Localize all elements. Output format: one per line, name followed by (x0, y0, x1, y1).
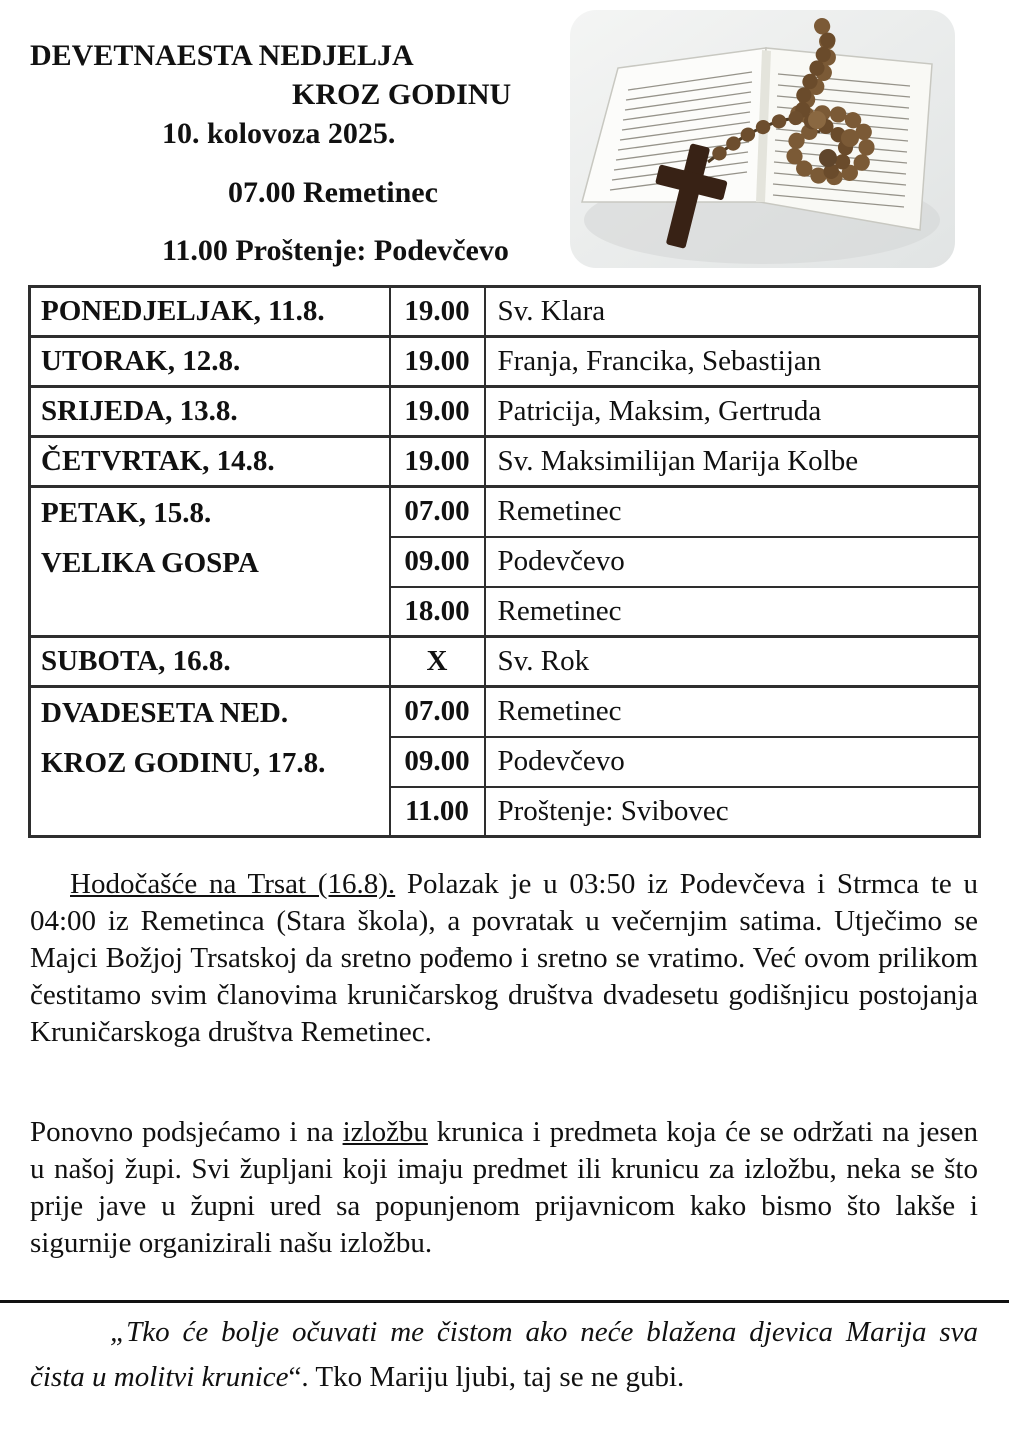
rosary-book-illustration (570, 10, 955, 268)
table-row (30, 637, 980, 687)
table-row (30, 387, 980, 437)
footer-quote (30, 1310, 978, 1400)
table-row (30, 437, 980, 487)
day-cell (30, 487, 390, 637)
day-cell (30, 687, 390, 837)
place-cell: Podevčevo (485, 537, 980, 587)
place-cell: Patricija, Maksim, Gertruda (485, 387, 980, 437)
place-cell: Remetinec (485, 687, 980, 737)
table-row (30, 487, 980, 537)
time-cell: 11.00 (390, 787, 485, 837)
place-cell: Sv. Rok (485, 637, 980, 687)
time-cell: X (390, 637, 485, 687)
place-cell: Sv. Maksimilijan Marija Kolbe (485, 437, 980, 487)
time-cell: 19.00 (390, 337, 485, 387)
place-cell: Franja, Francika, Sebastijan (485, 337, 980, 387)
paragraph-text: krunica i predmeta koja će se održati na jesen u našoj župi. Svi župljani koji imaju predmet ili krunicu za izložbu, neka se što prije jave u župni ured sa popunjenom prijavnicom kako bismo što lakše i sigurnije organizirali našu izložbu. (30, 1116, 979, 1259)
place-cell: Sv. Klara (485, 287, 980, 337)
time-cell: 07.00 (390, 687, 485, 737)
day-line: VELIKA GOSPA (41, 547, 259, 579)
page-title-line2: KROZ GODINU (292, 78, 512, 111)
page-title-line1: DEVETNAESTA NEDJELJA (30, 39, 414, 72)
paragraph-text: Polazak je u 03:50 iz Podevčeva i Strmca te u 04:00 iz Remetinca (Stara škola), a povratak u večernjim satima. Utječimo se Majci Božjoj Trsatskoj da sretno pođemo i sretno se vratimo. Već ovom prilikom čestitamo svim članovima kruničarskog društva dvadesetu godišnjicu postojanja Kruničarskoga društva Remetinec. (30, 868, 978, 1048)
paragraph-trsat-pilgrimage (30, 866, 978, 1051)
day-cell: SRIJEDA, 13.8. (30, 387, 390, 437)
sunday-mass-line2: 11.00 Proštenje: Podevčevo (162, 234, 509, 267)
day-cell: SUBOTA, 16.8. (30, 637, 390, 687)
time-cell: 19.00 (390, 387, 485, 437)
underlined-word: izložbu (342, 1116, 428, 1148)
paragraph-exhibition (30, 1114, 978, 1262)
rosary-on-open-book-photo (570, 10, 955, 268)
day-cell: PONEDJELJAK, 11.8. (30, 287, 390, 337)
time-cell: 07.00 (390, 487, 485, 537)
place-cell: Podevčevo (485, 737, 980, 787)
day-cell: ČETVRTAK, 14.8. (30, 437, 390, 487)
quote-italic-text: „Tko će bolje očuvati me čistom ako neće blažena djevica Marija sva čista u molitvi krunice (30, 1316, 978, 1393)
footer-divider (0, 1300, 1009, 1303)
table-row (30, 287, 980, 337)
place-cell: Remetinec (485, 587, 980, 637)
time-cell: 19.00 (390, 287, 485, 337)
bulletin-date: 10. kolovoza 2025. (162, 117, 396, 150)
day-line: PETAK, 15.8. (41, 497, 212, 529)
place-cell: Remetinec (485, 487, 980, 537)
quote-regular-text: “. Tko Mariju ljubi, taj se ne gubi. (288, 1361, 685, 1393)
time-cell: 19.00 (390, 437, 485, 487)
time-cell: 18.00 (390, 587, 485, 637)
sunday-mass-line1: 07.00 Remetinec (228, 176, 438, 209)
time-cell: 09.00 (390, 737, 485, 787)
day-cell: UTORAK, 12.8. (30, 337, 390, 387)
place-cell: Proštenje: Svibovec (485, 787, 980, 837)
day-line: KROZ GODINU, 17.8. (41, 747, 326, 779)
mass-schedule-table (28, 285, 981, 838)
table-row (30, 337, 980, 387)
table-row (30, 687, 980, 737)
underlined-lead: Hodočašće na Trsat (16.8). (70, 868, 396, 900)
paragraph-text: Ponovno podsjećamo i na (30, 1116, 343, 1148)
day-line: DVADESETA NED. (41, 697, 289, 729)
time-cell: 09.00 (390, 537, 485, 587)
bulletin-header (30, 36, 575, 270)
